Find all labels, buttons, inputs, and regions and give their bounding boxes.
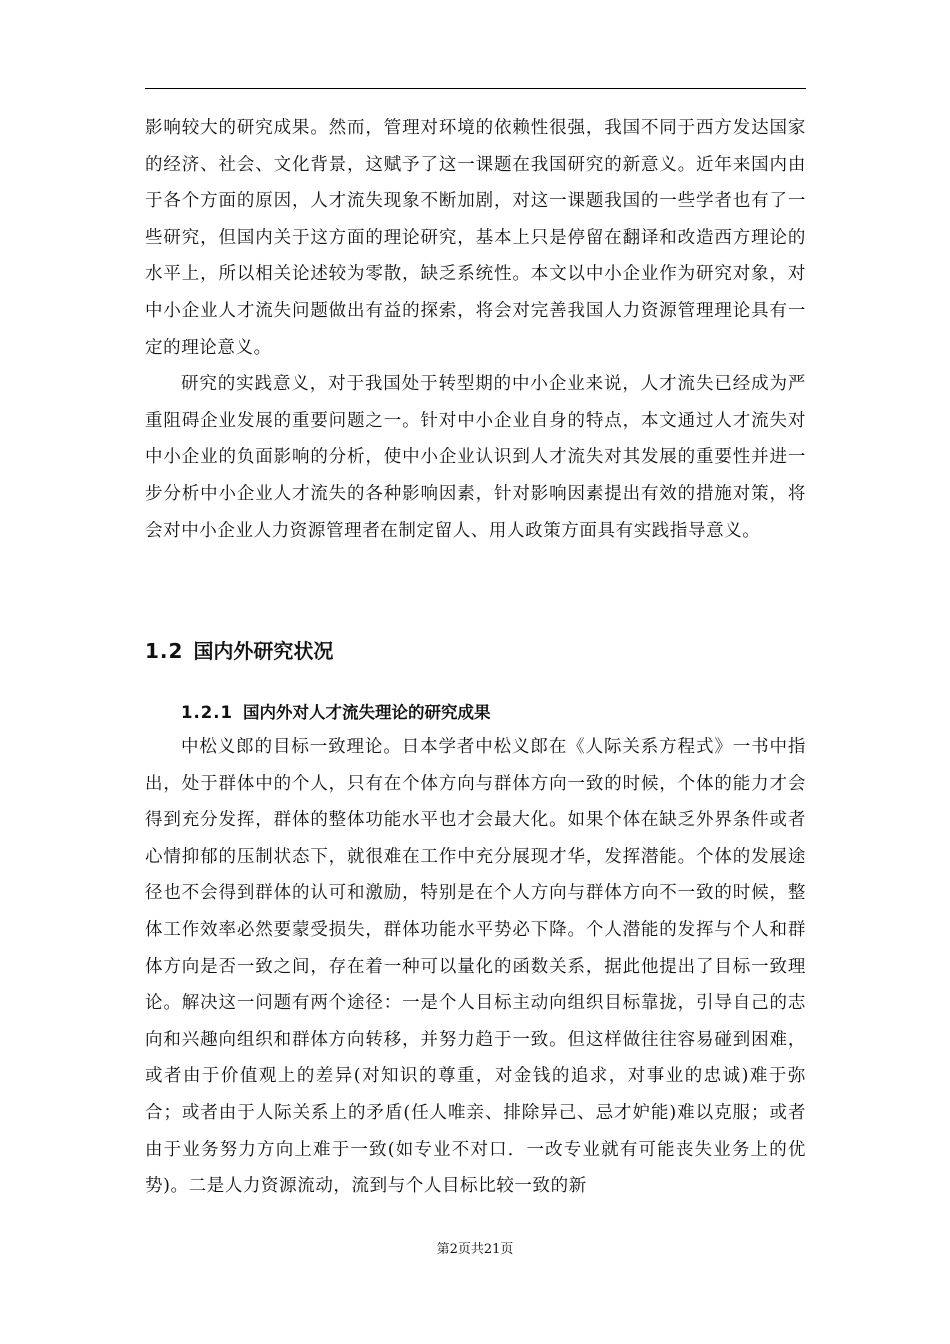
paragraph-practical-significance: 研究的实践意义，对于我国处于转型期的中小企业来说，人才流失已经成为严重阻碍企业发展的重要问题之一。针对中小企业自身的特点，本文通过人才流失对中小企业的负面影响的分析，使中小企业认识到人才流失对其发展的重要性并进一步分析中小企业人才流失的各种影响因素，针对影响因素提出有效的措施对策，将会对中小企业人力资源管理者在制定留人、用人政策方面具有实践指导意义。: [145, 374, 806, 541]
subsection-heading: [181, 700, 490, 726]
paragraph-goal-consistency-theory: 中松义郎的目标一致理论。日本学者中松义郎在《人际关系方程式》一书中指出，处于群体中的个人，只有在个体方向与群体方向一致的时候，个体的能力才会得到充分发挥，群体的整体功能水平也才会最大化。如果个体在缺乏外界条件或者心情抑郁的压制状态下，就很难在工作中充分展现才华，发挥潜能。个体的发展途径也不会得到群体的认可和激励，特别是在个人方向与群体方向不一致的时候，整体工作效率必然要蒙受损失，群体功能水平势必下降。个人潜能的发挥与个人和群体方向是否一致之间，存在着一种可以量化的函数关系，据此他提出了目标一致理论。解决这一问题有两个途径：一是个人目标主动向组织目标靠拢，引导自己的志向和兴趣向组织和群体方向转移，并努力趋于一致。但这样做往往容易碰到困难，或者由于价值观上的差异(对知识的尊重，对金钱的追求，对事业的忠诚)难于弥合；或者由于人际关系上的矛盾(任人唯亲、排除异己、忌才妒能)难以克服；或者由于业务努力方向上难于一致(如专业不对口．一改专业就有可能丧失业务上的优势)。二是人力资源流动，流到与个人目标比较一致的新: [145, 737, 806, 1197]
page-footer: [0, 1241, 950, 1259]
paragraph-theoretical-significance: 影响较大的研究成果。然而，管理对环境的依赖性很强，我国不同于西方发达国家的经济、社会、文化背景，这赋予了这一课题在我国研究的新意义。近年来国内由于各个方面的原因，人才流失现象不断加剧，对这一课题我国的一些学者也有了一些研究，但国内关于这方面的理论研究，基本上只是停留在翻译和改造西方理论的水平上，所以相关论述较为零散，缺乏系统性。本文以中小企业作为研究对象，对中小企业人才流失问题做出有益的探索，将会对完善我国人力资源管理理论具有一定的理论意义。: [145, 118, 806, 358]
body-text-bottom: [145, 729, 806, 1205]
section-heading: [145, 636, 333, 666]
section-number: 1.2: [145, 639, 184, 663]
section-title: 国内外研究状况: [193, 639, 334, 663]
subsection-number: 1.2.1: [181, 703, 233, 722]
subsection-title: 国内外对人才流失理论的研究成果: [242, 703, 491, 722]
header-rule: [145, 88, 806, 89]
body-text-top: [145, 110, 806, 549]
page-number: 第2页共21页: [436, 1242, 514, 1257]
